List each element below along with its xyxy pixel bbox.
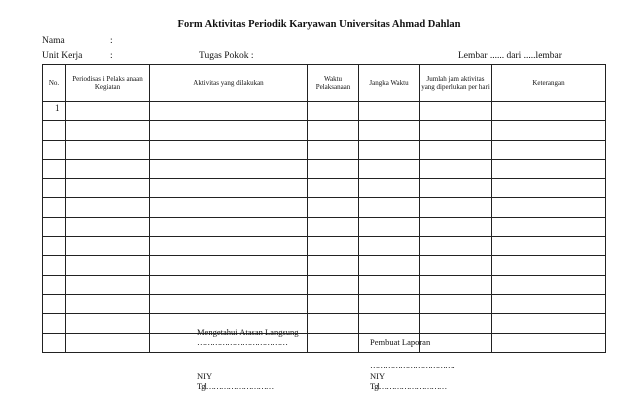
lembar-label: Lembar ...... dari .....lembar bbox=[458, 51, 562, 61]
table-cell[interactable] bbox=[66, 198, 150, 217]
table-body bbox=[43, 102, 606, 353]
table-cell[interactable] bbox=[492, 102, 606, 121]
table-cell[interactable] bbox=[420, 256, 492, 275]
row-number-cell[interactable] bbox=[43, 121, 66, 140]
table-cell[interactable] bbox=[492, 217, 606, 236]
pembuat-laporan-label: Pembuat Laporan bbox=[370, 337, 431, 347]
table-cell[interactable] bbox=[420, 121, 492, 140]
table-cell[interactable] bbox=[308, 294, 359, 313]
table-cell[interactable] bbox=[308, 179, 359, 198]
table-cell[interactable] bbox=[420, 198, 492, 217]
table-row bbox=[43, 102, 606, 121]
table-cell[interactable] bbox=[66, 333, 150, 352]
table-cell[interactable] bbox=[492, 140, 606, 159]
tgl-left-field: Tgl……………………… bbox=[197, 381, 274, 391]
form-title: Form Aktivitas Periodik Karyawan Universitas Ahmad Dahlan bbox=[177, 19, 461, 30]
table-cell[interactable] bbox=[66, 159, 150, 178]
table-cell[interactable] bbox=[150, 217, 308, 236]
table-cell[interactable] bbox=[150, 237, 308, 256]
table-cell[interactable] bbox=[66, 294, 150, 313]
table-cell[interactable] bbox=[420, 159, 492, 178]
table-cell[interactable] bbox=[150, 179, 308, 198]
header-jumlah-jam: Jumlah jam aktivitas yang diperlukan per hari bbox=[420, 65, 492, 102]
header-waktu-pelaksanaan: Waktu Pelaksanaan bbox=[308, 65, 359, 102]
table-cell[interactable] bbox=[420, 333, 492, 352]
row-number-cell[interactable] bbox=[43, 275, 66, 294]
table-cell[interactable] bbox=[308, 275, 359, 294]
unit-kerja-colon: : bbox=[110, 51, 113, 61]
table-cell[interactable] bbox=[308, 121, 359, 140]
row-number-cell[interactable] bbox=[43, 217, 66, 236]
table-cell[interactable] bbox=[308, 217, 359, 236]
table-cell[interactable] bbox=[420, 179, 492, 198]
table-cell[interactable] bbox=[492, 198, 606, 217]
header-no: No. bbox=[43, 65, 66, 102]
table-cell[interactable] bbox=[66, 256, 150, 275]
table-cell[interactable] bbox=[359, 217, 420, 236]
table-cell[interactable] bbox=[150, 102, 308, 121]
table-cell[interactable] bbox=[359, 179, 420, 198]
row-number-cell[interactable] bbox=[43, 179, 66, 198]
table-row bbox=[43, 275, 606, 294]
row-number-cell[interactable]: 1 bbox=[43, 102, 66, 121]
table-cell[interactable] bbox=[359, 198, 420, 217]
table-row bbox=[43, 237, 606, 256]
row-number-cell[interactable] bbox=[43, 198, 66, 217]
table-cell[interactable] bbox=[492, 314, 606, 333]
table-cell[interactable] bbox=[66, 140, 150, 159]
table-cell[interactable] bbox=[492, 256, 606, 275]
row-number-cell[interactable] bbox=[43, 294, 66, 313]
table-cell[interactable] bbox=[359, 121, 420, 140]
header-aktivitas: Aktivitas yang dilakukan bbox=[150, 65, 308, 102]
table-cell[interactable] bbox=[150, 198, 308, 217]
unit-kerja-label: Unit Kerja bbox=[42, 51, 83, 61]
table-cell[interactable] bbox=[66, 217, 150, 236]
niy-right-label: NIY bbox=[370, 371, 386, 381]
table-cell[interactable] bbox=[150, 140, 308, 159]
table-cell[interactable] bbox=[420, 102, 492, 121]
table-row bbox=[43, 217, 606, 236]
table-cell[interactable] bbox=[66, 102, 150, 121]
table-cell[interactable] bbox=[150, 294, 308, 313]
nama-label: Nama bbox=[42, 36, 65, 46]
table-cell[interactable] bbox=[308, 159, 359, 178]
activity-table bbox=[42, 64, 606, 353]
table-cell[interactable] bbox=[66, 179, 150, 198]
table-cell[interactable] bbox=[359, 275, 420, 294]
table-cell[interactable] bbox=[492, 333, 606, 352]
row-number-cell[interactable] bbox=[43, 140, 66, 159]
table-cell[interactable] bbox=[66, 275, 150, 294]
table-cell[interactable] bbox=[308, 140, 359, 159]
table-cell[interactable] bbox=[66, 314, 150, 333]
mengetahui-label: Mengetahui Atasan Langsung bbox=[197, 327, 299, 337]
table-cell[interactable] bbox=[308, 333, 359, 352]
mengetahui-signature-line: ……………………………… bbox=[197, 337, 287, 347]
table-cell[interactable] bbox=[492, 294, 606, 313]
table-row bbox=[43, 121, 606, 140]
table-cell[interactable] bbox=[359, 140, 420, 159]
table-cell[interactable] bbox=[150, 121, 308, 140]
table-cell[interactable] bbox=[150, 256, 308, 275]
tgl-right-field: Tgl……………………… bbox=[370, 381, 447, 391]
nama-colon: : bbox=[110, 36, 113, 46]
table-row bbox=[43, 314, 606, 333]
table-cell[interactable] bbox=[492, 159, 606, 178]
table-row bbox=[43, 294, 606, 313]
table-row bbox=[43, 198, 606, 217]
table-row bbox=[43, 256, 606, 275]
table-cell[interactable] bbox=[420, 237, 492, 256]
table-cell[interactable] bbox=[308, 102, 359, 121]
tugas-pokok-label: Tugas Pokok : bbox=[199, 51, 254, 61]
table-cell[interactable] bbox=[420, 294, 492, 313]
row-number-cell[interactable] bbox=[43, 237, 66, 256]
row-number-cell[interactable] bbox=[43, 159, 66, 178]
table-cell[interactable] bbox=[66, 121, 150, 140]
table-cell[interactable] bbox=[420, 314, 492, 333]
table-header-row bbox=[43, 65, 606, 102]
table-cell[interactable] bbox=[308, 198, 359, 217]
table-cell[interactable] bbox=[150, 159, 308, 178]
header-periodisasi: Periodisas i Pelaks anaan Kegiatan bbox=[66, 65, 150, 102]
niy-left-label: NIY bbox=[197, 371, 213, 381]
table-cell[interactable] bbox=[359, 159, 420, 178]
table-cell[interactable] bbox=[308, 256, 359, 275]
table-cell[interactable] bbox=[308, 237, 359, 256]
row-number-cell[interactable] bbox=[43, 314, 66, 333]
table-cell[interactable] bbox=[359, 294, 420, 313]
table-row bbox=[43, 140, 606, 159]
table-cell[interactable] bbox=[420, 217, 492, 236]
table-cell[interactable] bbox=[359, 314, 420, 333]
table-cell[interactable] bbox=[492, 121, 606, 140]
row-number-cell[interactable] bbox=[43, 333, 66, 352]
table-row bbox=[43, 159, 606, 178]
header-keterangan: Keterangan bbox=[492, 65, 606, 102]
table-cell[interactable] bbox=[150, 275, 308, 294]
row-number-cell[interactable] bbox=[43, 256, 66, 275]
table-cell[interactable] bbox=[420, 140, 492, 159]
table-cell[interactable] bbox=[359, 102, 420, 121]
table-cell[interactable] bbox=[420, 275, 492, 294]
table-cell[interactable] bbox=[492, 179, 606, 198]
table-row bbox=[43, 333, 606, 352]
header-jangka-waktu: Jangka Waktu bbox=[359, 65, 420, 102]
table-cell[interactable] bbox=[308, 314, 359, 333]
table-cell[interactable] bbox=[359, 256, 420, 275]
table-cell[interactable] bbox=[359, 237, 420, 256]
table-cell[interactable] bbox=[66, 237, 150, 256]
table-row bbox=[43, 179, 606, 198]
table-cell[interactable] bbox=[492, 237, 606, 256]
pembuat-signature-line: ……………………………. bbox=[370, 360, 454, 370]
table-cell[interactable] bbox=[492, 275, 606, 294]
